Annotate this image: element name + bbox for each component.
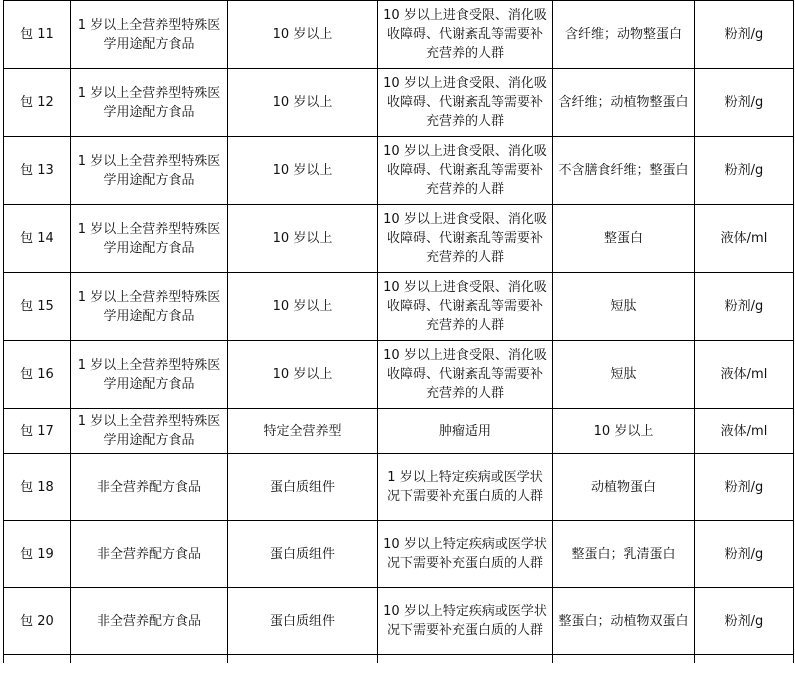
table-row <box>4 588 794 655</box>
package-cell: 包 13 <box>4 137 71 205</box>
form-unit-cell: 粉剂/g <box>695 588 794 655</box>
target-crowd-cell: 10 岁以上进食受限、消化吸收障碍、代谢紊乱等需要补充营养的人群 <box>378 205 553 273</box>
table-row-partial <box>4 655 794 664</box>
form-unit-cell: 粉剂/g <box>695 1 794 69</box>
type-cell: 特定全营养型 <box>228 409 378 454</box>
type-cell: 10 岁以上 <box>228 137 378 205</box>
form-unit-cell: 粉剂/g <box>695 521 794 588</box>
category-cell: 1 岁以上全营养型特殊医学用途配方食品 <box>71 137 228 205</box>
feature-cell: 整蛋白 <box>553 205 695 273</box>
target-crowd-cell: 10 岁以上特定疾病或医学状况下需要补充蛋白质的人群 <box>378 588 553 655</box>
package-cell: 包 12 <box>4 69 71 137</box>
category-cell: 1 岁以上全营养型特殊医学用途配方食品 <box>71 341 228 409</box>
package-cell: 包 11 <box>4 1 71 69</box>
feature-cell: 含纤维；动物整蛋白 <box>553 1 695 69</box>
table-row <box>4 409 794 454</box>
target-crowd-cell: 10 岁以上进食受限、消化吸收障碍、代谢紊乱等需要补充营养的人群 <box>378 69 553 137</box>
form-unit-cell: 粉剂/g <box>695 69 794 137</box>
target-crowd-cell: 1 岁以上特定疾病或医学状况下需要补充蛋白质的人群 <box>378 454 553 521</box>
type-cell: 10 岁以上 <box>228 341 378 409</box>
package-cell: 包 15 <box>4 273 71 341</box>
feature-cell: 短肽 <box>553 273 695 341</box>
product-table <box>3 0 794 663</box>
feature-cell: 不含膳食纤维；整蛋白 <box>553 137 695 205</box>
target-crowd-cell: 10 岁以上进食受限、消化吸收障碍、代谢紊乱等需要补充营养的人群 <box>378 137 553 205</box>
package-cell: 包 14 <box>4 205 71 273</box>
category-cell: 1 岁以上全营养型特殊医学用途配方食品 <box>71 409 228 454</box>
type-cell: 蛋白质组件 <box>228 588 378 655</box>
category-cell: 非全营养配方食品 <box>71 454 228 521</box>
table-row <box>4 205 794 273</box>
package-cell: 包 17 <box>4 409 71 454</box>
package-cell: 包 19 <box>4 521 71 588</box>
table-row <box>4 454 794 521</box>
target-crowd-cell: 10 岁以上特定疾病或医学状况下需要补充蛋白质的人群 <box>378 521 553 588</box>
feature-cell: 整蛋白；动植物双蛋白 <box>553 588 695 655</box>
form-unit-cell: 粉剂/g <box>695 454 794 521</box>
form-unit-cell: 液体/ml <box>695 205 794 273</box>
category-cell: 非全营养配方食品 <box>71 521 228 588</box>
table-row <box>4 341 794 409</box>
category-cell: 1 岁以上全营养型特殊医学用途配方食品 <box>71 205 228 273</box>
form-unit-cell: 粉剂/g <box>695 273 794 341</box>
form-unit-cell: 粉剂/g <box>695 137 794 205</box>
feature-cell: 10 岁以上 <box>553 409 695 454</box>
type-cell: 10 岁以上 <box>228 1 378 69</box>
category-cell: 1 岁以上全营养型特殊医学用途配方食品 <box>71 273 228 341</box>
type-cell: 10 岁以上 <box>228 205 378 273</box>
type-cell: 蛋白质组件 <box>228 454 378 521</box>
category-cell: 非全营养配方食品 <box>71 588 228 655</box>
target-crowd-cell: 肿瘤适用 <box>378 409 553 454</box>
table-row <box>4 1 794 69</box>
table-row <box>4 137 794 205</box>
type-cell: 10 岁以上 <box>228 69 378 137</box>
type-cell: 蛋白质组件 <box>228 521 378 588</box>
package-cell: 包 16 <box>4 341 71 409</box>
table-row <box>4 273 794 341</box>
target-crowd-cell: 10 岁以上进食受限、消化吸收障碍、代谢紊乱等需要补充营养的人群 <box>378 341 553 409</box>
feature-cell: 短肽 <box>553 341 695 409</box>
feature-cell: 含纤维；动植物整蛋白 <box>553 69 695 137</box>
target-crowd-cell: 10 岁以上进食受限、消化吸收障碍、代谢紊乱等需要补充营养的人群 <box>378 273 553 341</box>
type-cell: 10 岁以上 <box>228 273 378 341</box>
package-cell: 包 18 <box>4 454 71 521</box>
table-row <box>4 521 794 588</box>
form-unit-cell: 液体/ml <box>695 341 794 409</box>
target-crowd-cell: 10 岁以上进食受限、消化吸收障碍、代谢紊乱等需要补充营养的人群 <box>378 1 553 69</box>
feature-cell: 整蛋白；乳清蛋白 <box>553 521 695 588</box>
category-cell: 1 岁以上全营养型特殊医学用途配方食品 <box>71 69 228 137</box>
feature-cell: 动植物蛋白 <box>553 454 695 521</box>
category-cell: 1 岁以上全营养型特殊医学用途配方食品 <box>71 1 228 69</box>
table-row <box>4 69 794 137</box>
package-cell: 包 20 <box>4 588 71 655</box>
form-unit-cell: 液体/ml <box>695 409 794 454</box>
